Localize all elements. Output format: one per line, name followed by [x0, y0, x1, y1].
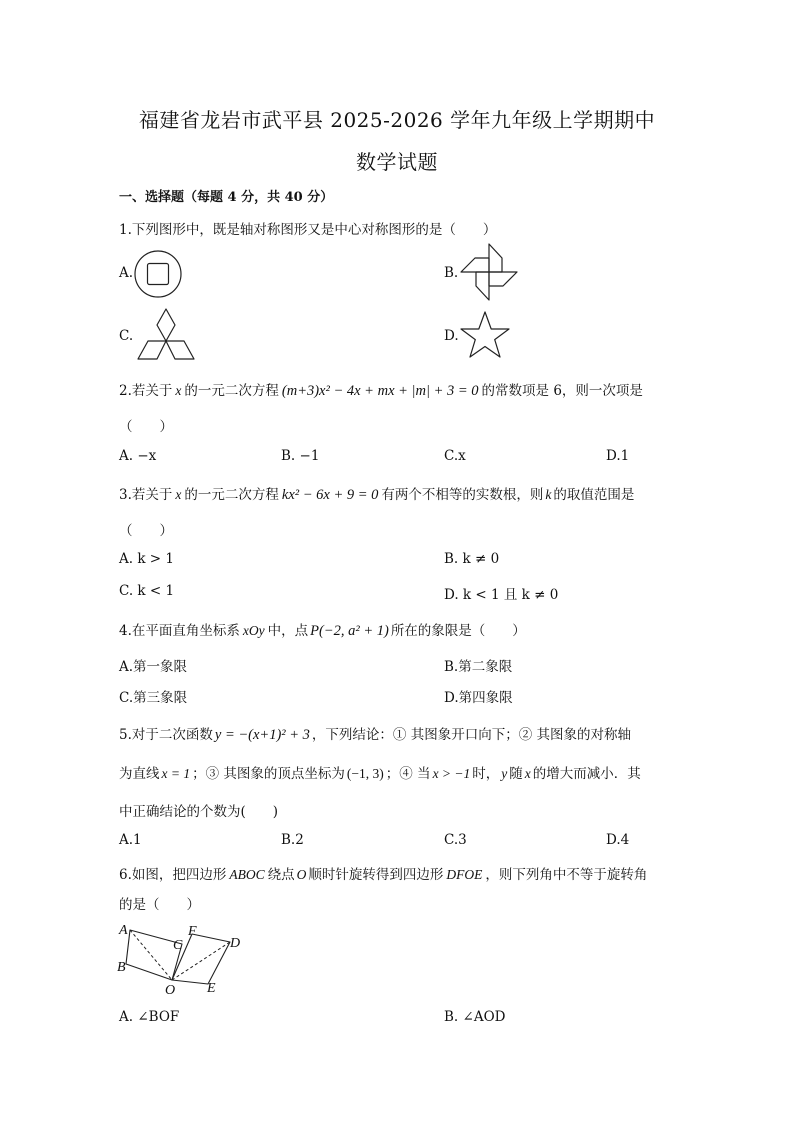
q5-axis-equation: x = 1: [161, 766, 191, 781]
fig-label-f: F: [188, 924, 197, 939]
q6-text-c: 顺时针旋转得到四边形: [308, 867, 444, 883]
q5-condition: x > −1: [432, 766, 471, 781]
question-4-stem: [119, 619, 526, 640]
question-5-line-1: [119, 723, 631, 744]
q1-option-b-label: B.: [444, 265, 459, 281]
q2-option-a: A. −x: [119, 448, 157, 464]
section-header: 一、选择题（每题 4 分，共 40 分）: [119, 190, 334, 205]
question-2-stem: [119, 379, 643, 400]
q3-equation: kx² − 6x + 9 = 0: [281, 487, 379, 503]
q4-text-c: 所在的象限是（ ）: [390, 623, 526, 639]
q5-text-2b: ；③ 其图象的顶点坐标为: [192, 766, 345, 782]
q2-text-c: 的常数项是 6，则一次项是: [481, 383, 643, 399]
fig-label-e: E: [207, 981, 216, 996]
q3-var-x: x: [175, 487, 182, 502]
q6-quad-dfo: DFOE: [446, 867, 483, 882]
q3-text-b: 的一元二次方程: [184, 487, 279, 503]
q5-vertex: (−1, 3): [346, 766, 384, 781]
q3-text-d: 的取值范围是: [553, 487, 635, 503]
page-subtitle: 数学试题: [356, 150, 438, 174]
q3-option-a: A. k > 1: [119, 551, 174, 567]
q5-function: y = −(x+1)² + 3: [214, 727, 310, 743]
q5-text-1b: ，下列结论：① 其图象开口向下；② 其图象的对称轴: [311, 727, 631, 743]
fig-label-b: B: [117, 960, 126, 975]
q6-center: O: [296, 867, 307, 882]
q3-option-b: B. k ≠ 0: [444, 551, 500, 567]
q5-var-x: x: [524, 766, 531, 781]
fig-label-d: D: [230, 936, 241, 951]
question-3-stem: [119, 483, 634, 504]
q6-rotation-figure: [116, 920, 256, 998]
q5-var-y: y: [501, 766, 508, 781]
q5-text-1a: 5.对于二次函数: [119, 727, 213, 743]
q5-option-a: A.1: [119, 832, 142, 848]
q6-option-b: B. ∠AOD: [444, 1009, 506, 1025]
fig-label-o: O: [165, 983, 176, 998]
q2-text-b: 的一元二次方程: [184, 383, 279, 399]
q5-option-d: D.4: [606, 832, 630, 848]
fig-label-a: A: [119, 923, 128, 938]
q1-option-a-label: A.: [119, 265, 134, 281]
q2-var-x: x: [175, 383, 182, 398]
q5-text-2f: 的增大而减小．其: [532, 766, 641, 782]
fig-label-c: C: [173, 938, 183, 953]
q1-option-d-label: D.: [444, 328, 459, 344]
q5-option-c: C.3: [444, 832, 467, 848]
q5-option-b: B.2: [281, 832, 304, 848]
q2-equation: (m+3)x² − 4x + mx + |m| + 3 = 0: [281, 383, 479, 399]
question-6-line-2: 的是（ ）: [119, 897, 200, 913]
q6-text-a: 6.如图，把四边形: [119, 867, 227, 883]
q2-option-d: D.1: [606, 448, 630, 464]
q3-option-c: C. k < 1: [119, 583, 175, 599]
q4-option-d: D.第四象限: [444, 690, 513, 706]
q3-text-c: 有两个不相等的实数根，则: [381, 487, 544, 503]
q1-figure-circle-square: [131, 250, 185, 298]
q1-figure-three-diamonds: [134, 306, 198, 362]
q4-text-b: 中，点: [267, 623, 309, 639]
q6-text-d: ，则下列角中不等于旋转角: [485, 867, 648, 883]
q4-point: P(−2, a² + 1): [310, 623, 389, 639]
q1-figure-star: [458, 310, 512, 360]
q5-text-2d: 时，: [472, 766, 500, 782]
q5-text-2a: 为直线: [119, 766, 160, 782]
q1-figure-pinwheel: [458, 242, 520, 302]
q3-paren: （ ）: [119, 523, 173, 539]
q4-option-b: B.第二象限: [444, 659, 513, 675]
q1-option-c-label: C.: [119, 328, 134, 344]
page-title: 福建省龙岩市武平县 2025-2026 学年九年级上学期期中: [138, 108, 656, 132]
q2-text-a: 2.若关于: [119, 383, 173, 399]
q2-option-c: C.x: [444, 448, 466, 464]
q5-text-2c: ；④ 当: [385, 766, 431, 782]
q3-text-a: 3.若关于: [119, 487, 173, 503]
question-5-line-2: [119, 762, 641, 782]
q6-text-b: 绕点: [267, 867, 295, 883]
q6-option-a: A. ∠BOF: [119, 1009, 180, 1025]
q2-paren: （ ）: [119, 419, 173, 435]
q6-quad-abo: ABOC: [229, 867, 265, 882]
q4-system: xOy: [242, 623, 265, 638]
q4-text-a: 4.在平面直角坐标系: [119, 623, 240, 639]
q3-var-k: k: [545, 487, 552, 502]
q2-option-b: B. −1: [281, 448, 320, 464]
question-5-line-3: 中正确结论的个数为( ): [119, 804, 279, 820]
q4-option-c: C.第三象限: [119, 690, 188, 706]
question-6-line-1: [119, 863, 647, 883]
q4-option-a: A.第一象限: [119, 659, 188, 675]
question-1-stem: 1.下列图形中，既是轴对称图形又是中心对称图形的是（ ）: [119, 222, 497, 238]
q3-option-d: D. k < 1 且 k ≠ 0: [444, 587, 559, 603]
q5-text-2e: 随: [509, 766, 523, 782]
